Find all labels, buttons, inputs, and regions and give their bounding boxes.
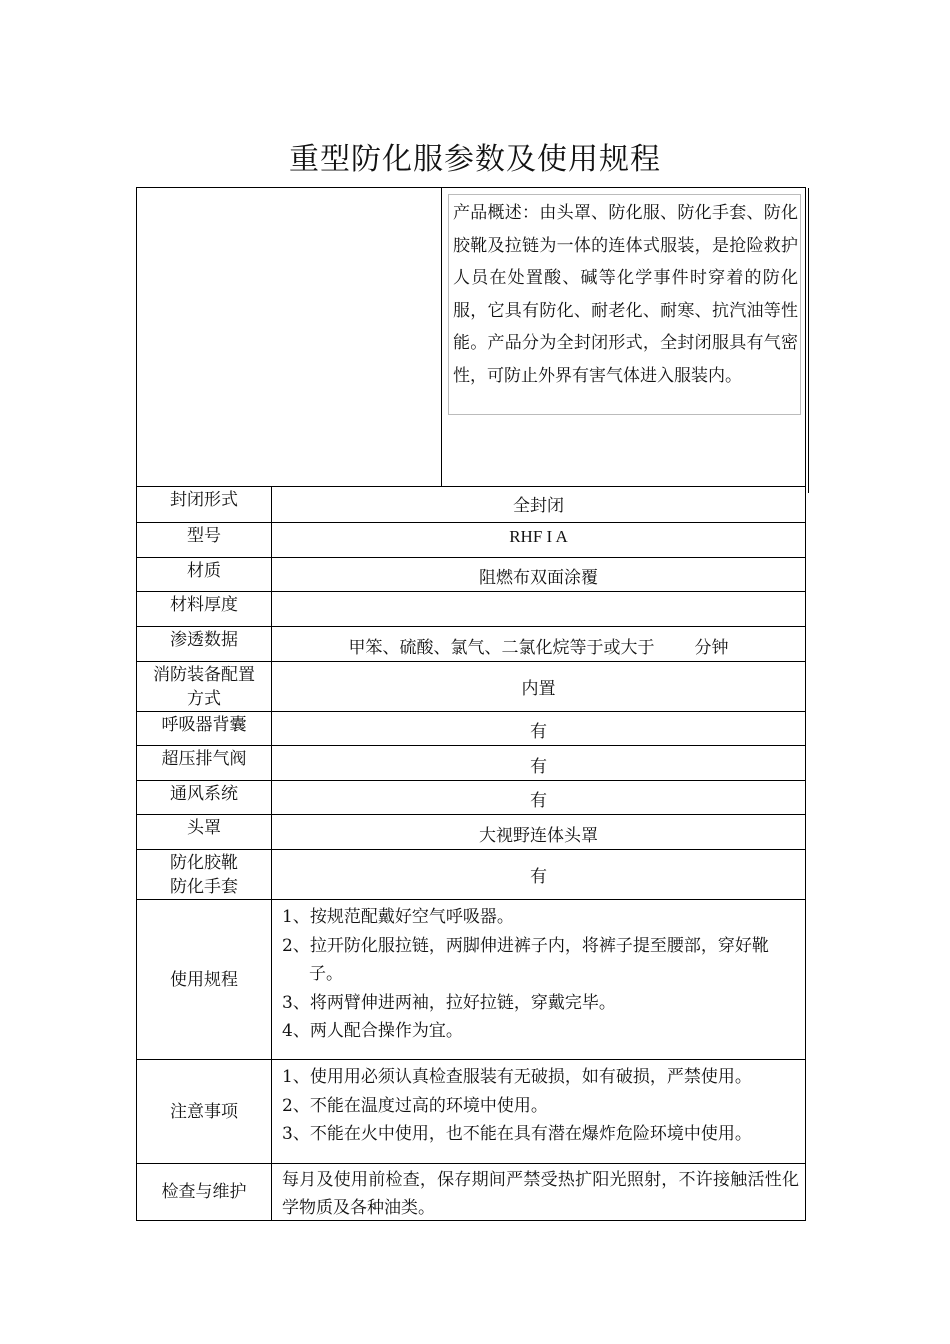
row-label: 检查与维护 [137,1164,272,1220]
row-label: 封闭形式 [137,487,272,522]
row-value: 有 [530,722,547,742]
notes-list [272,1060,805,1163]
row-seal-type [137,486,805,522]
product-overview: 产品概述：由头罩、防化服、防化手套、防化胶靴及拉链为一体的连体式服装，是抢险救护人员在处置酸、碱等化学事件时穿着的防化服，它具有防化、耐老化、耐寒、抗汽油等性能。产品分为全封闭形式，全封闭服具有气密性，可防止外界有害气体进入服装内。 [448,194,801,415]
row-label-line: 防化胶靴 [170,852,238,873]
row-ventilation [137,780,805,814]
row-value: 大视野连体头罩 [479,826,598,846]
list-item: 1、使用用必须认真检查服装有无破损，如有破损，严禁使用。 [282,1067,752,1087]
row-label-line: 消防装备配置 [153,664,255,685]
row-label: 头罩 [137,815,272,849]
row-label [137,662,272,711]
row-breathing-bag [137,711,805,745]
row-label: 通风系统 [137,781,272,814]
row-material [137,557,805,591]
row-label-line: 方式 [187,688,221,709]
row-value: 每月及使用前检查，保存期间严禁受热扩阳光照射，不许接触活性化学物质及各种油类。 [282,1170,799,1218]
row-value: 阻燃布双面涂覆 [479,568,598,588]
row-value: RHF I A [509,527,568,546]
row-value: 有 [530,757,547,777]
page-title: 重型防化服参数及使用规程 [289,142,661,177]
list-item: 4、两人配合操作为宜。 [282,1021,463,1041]
row-config [137,661,805,711]
row-exhaust-valve [137,745,805,780]
row-value [272,592,805,626]
row-notes [137,1059,805,1163]
row-label: 注意事项 [137,1060,272,1163]
row-label: 材质 [137,558,272,591]
row-value: 有 [530,867,547,887]
row-permeation [137,626,805,661]
list-item: 1、按规范配戴好空气呼吸器。 [282,907,514,927]
procedure-list [272,900,805,1059]
permeation-text: 甲笨、硫酸、氯气、二氯化烷等于或大于 [348,638,655,658]
row-value [272,627,805,661]
row-label: 型号 [137,523,272,557]
row-label: 超压排气阀 [137,746,272,780]
row-model [137,522,805,557]
row-value: 有 [530,791,547,811]
row-hood [137,814,805,849]
list-item: 2、拉开防化服拉链，两脚伸进裤子内，将裤子提至腰部，穿好靴子。 [282,935,769,984]
row-maintenance [137,1163,805,1220]
list-item: 2、不能在温度过高的环境中使用。 [282,1095,548,1116]
spec-table [136,187,806,1221]
row-label: 呼吸器背囊 [137,712,272,745]
product-image-area [137,188,442,486]
permeation-unit: 分钟 [694,638,729,658]
row-label: 使用规程 [137,900,272,1059]
row-value: 内置 [521,679,556,699]
row-boots-gloves [137,849,805,899]
row-value: 全封闭 [513,496,564,516]
row-label: 渗透数据 [137,627,272,661]
list-item: 3、将两臂伸进两袖，拉好拉链，穿戴完毕。 [282,992,616,1013]
row-procedure [137,899,805,1059]
row-thickness [137,591,805,626]
list-item: 3、不能在火中使用，也不能在具有潜在爆炸危险环境中使用。 [282,1124,752,1144]
row-label-line: 防化手套 [170,876,238,897]
row-label: 材料厚度 [137,592,272,626]
row-label [137,850,272,899]
